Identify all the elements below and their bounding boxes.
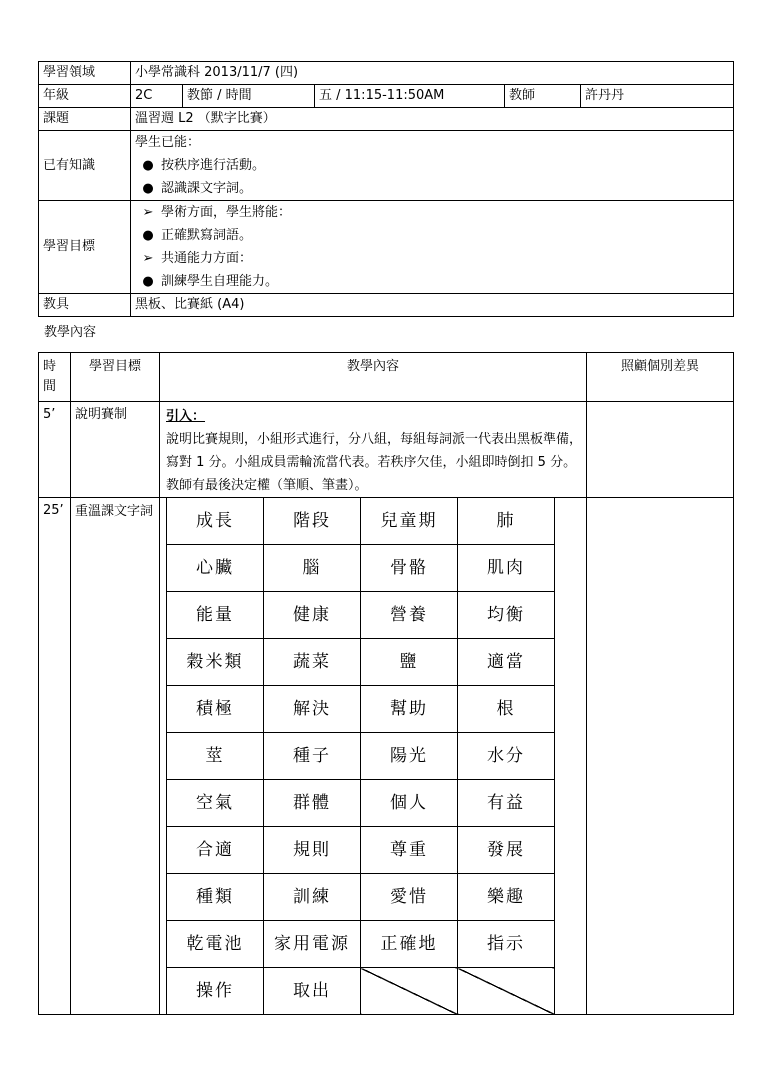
row-objective: 重溫課文字詞 <box>71 498 160 1015</box>
lesson-info-table <box>38 61 734 317</box>
word-row <box>167 968 555 1015</box>
arrow-bullet-icon: ➢ <box>142 251 154 266</box>
period-value: 五 / 11:15-11:50AM <box>315 85 505 108</box>
intro-title: 引入： <box>166 409 206 424</box>
word-cell: 積極 <box>167 686 264 733</box>
word-cell: 骨骼 <box>361 545 458 592</box>
teaching-aids-value: 黑板、比賽紙 (A4) <box>131 294 734 317</box>
domain-value: 小學常識科 2013/11/7 (四) <box>131 62 734 85</box>
word-cell: 尊重 <box>361 827 458 874</box>
word-cell: 正確地 <box>361 921 458 968</box>
word-cell: 蔬菜 <box>264 639 361 686</box>
word-cell: 群體 <box>264 780 361 827</box>
bullet-item <box>135 154 729 177</box>
topic-label: 課題 <box>39 108 131 131</box>
word-cell: 根 <box>458 686 555 733</box>
empty-crossed-cell <box>361 968 458 1015</box>
row-time: 5’ <box>39 402 71 498</box>
teaching-aids-label: 教具 <box>39 294 131 317</box>
row-differentiation <box>587 402 734 498</box>
word-cell: 空氣 <box>167 780 264 827</box>
word-cell: 樂趣 <box>458 874 555 921</box>
word-cell: 幫助 <box>361 686 458 733</box>
objective-text: 學術方面，學生將能： <box>161 205 292 220</box>
word-cell: 成長 <box>167 498 264 545</box>
word-cell: 莖 <box>167 733 264 780</box>
table-row <box>39 402 734 498</box>
word-cell: 有益 <box>458 780 555 827</box>
word-row <box>167 780 555 827</box>
word-cell: 種類 <box>167 874 264 921</box>
word-cell: 解決 <box>264 686 361 733</box>
teacher-value: 許丹丹 <box>581 85 734 108</box>
topic-row <box>39 108 734 131</box>
grade-label: 年級 <box>39 85 131 108</box>
word-cell: 階段 <box>264 498 361 545</box>
objectives-label: 學習目標 <box>39 201 131 294</box>
bullet-dot-icon: ● <box>142 158 154 173</box>
word-row <box>167 592 555 639</box>
word-row <box>167 498 555 545</box>
word-cell: 愛惜 <box>361 874 458 921</box>
period-label: 教節 / 時間 <box>183 85 315 108</box>
word-cell: 水分 <box>458 733 555 780</box>
grade-value: 2C <box>131 85 183 108</box>
header-time: 時間 <box>39 353 71 402</box>
header-objective: 學習目標 <box>71 353 160 402</box>
word-cell: 腦 <box>264 545 361 592</box>
word-cell: 指示 <box>458 921 555 968</box>
row-differentiation <box>587 498 734 1015</box>
word-cell: 肌肉 <box>458 545 555 592</box>
objective-item <box>135 224 729 247</box>
word-row <box>167 921 555 968</box>
arrow-bullet-icon: ➢ <box>142 205 154 220</box>
header-content: 教學內容 <box>160 353 587 402</box>
objective-text: 訓練學生自理能力。 <box>161 274 279 289</box>
word-cell: 陽光 <box>361 733 458 780</box>
teacher-label: 教師 <box>505 85 581 108</box>
topic-value: 溫習週 L2 （默字比賽） <box>131 108 734 131</box>
prior-knowledge-label: 已有知識 <box>39 131 131 201</box>
objective-text: 共通能力方面： <box>161 251 253 266</box>
word-cell: 能量 <box>167 592 264 639</box>
domain-row <box>39 62 734 85</box>
word-row <box>167 827 555 874</box>
row-time: 25’ <box>39 498 71 1015</box>
word-cell: 兒童期 <box>361 498 458 545</box>
word-row <box>167 545 555 592</box>
bullet-dot-icon: ● <box>142 274 154 289</box>
word-row <box>167 733 555 780</box>
header-differentiation: 照顧個別差異 <box>587 353 734 402</box>
word-cell: 合適 <box>167 827 264 874</box>
prior-knowledge-row <box>39 131 734 201</box>
header-row <box>39 353 734 402</box>
objective-item <box>135 247 729 270</box>
teaching-aids-row <box>39 294 734 317</box>
word-cell: 穀米類 <box>167 639 264 686</box>
domain-label: 學習領域 <box>39 62 131 85</box>
word-cell: 健康 <box>264 592 361 639</box>
objectives-cell <box>131 201 734 294</box>
prior-knowledge-intro: 學生已能： <box>135 135 201 150</box>
word-cell: 個人 <box>361 780 458 827</box>
intro-text: 說明比賽規則，小組形式進行，分八組，每組每詞派一代表出黑板準備，寫對 1 分。小組成員需輪流當代表。若秩序欠佳，小組即時倒扣 5 分。教師有最後決定權（筆順、筆畫）。 <box>166 432 583 493</box>
row-content <box>160 402 587 498</box>
word-cell: 乾電池 <box>167 921 264 968</box>
empty-crossed-cell <box>458 968 555 1015</box>
bullet-dot-icon: ● <box>142 228 154 243</box>
word-row <box>167 639 555 686</box>
word-cell: 肺 <box>458 498 555 545</box>
objectives-row <box>39 201 734 294</box>
objective-text: 正確默寫詞語。 <box>161 228 253 243</box>
word-cell: 訓練 <box>264 874 361 921</box>
word-cell: 發展 <box>458 827 555 874</box>
bullet-text: 按秩序進行活動。 <box>161 158 266 173</box>
word-cell: 取出 <box>264 968 361 1015</box>
section-heading: 教學內容 <box>44 325 97 340</box>
bullet-item <box>135 177 729 200</box>
bullet-text: 認識課文字詞。 <box>161 181 253 196</box>
word-cell: 種子 <box>264 733 361 780</box>
word-cell: 規則 <box>264 827 361 874</box>
objective-item <box>135 201 729 224</box>
bullet-dot-icon: ● <box>142 181 154 196</box>
vocabulary-grid <box>166 497 555 1015</box>
word-cell: 家用電源 <box>264 921 361 968</box>
word-cell: 營養 <box>361 592 458 639</box>
word-cell: 操作 <box>167 968 264 1015</box>
word-cell: 心臟 <box>167 545 264 592</box>
word-cell: 鹽 <box>361 639 458 686</box>
word-cell: 適當 <box>458 639 555 686</box>
word-cell: 均衡 <box>458 592 555 639</box>
prior-knowledge-cell <box>131 131 734 201</box>
objective-item <box>135 270 729 293</box>
word-row <box>167 874 555 921</box>
grade-row <box>39 85 734 108</box>
word-row <box>167 686 555 733</box>
row-objective: 說明賽制 <box>71 402 160 498</box>
